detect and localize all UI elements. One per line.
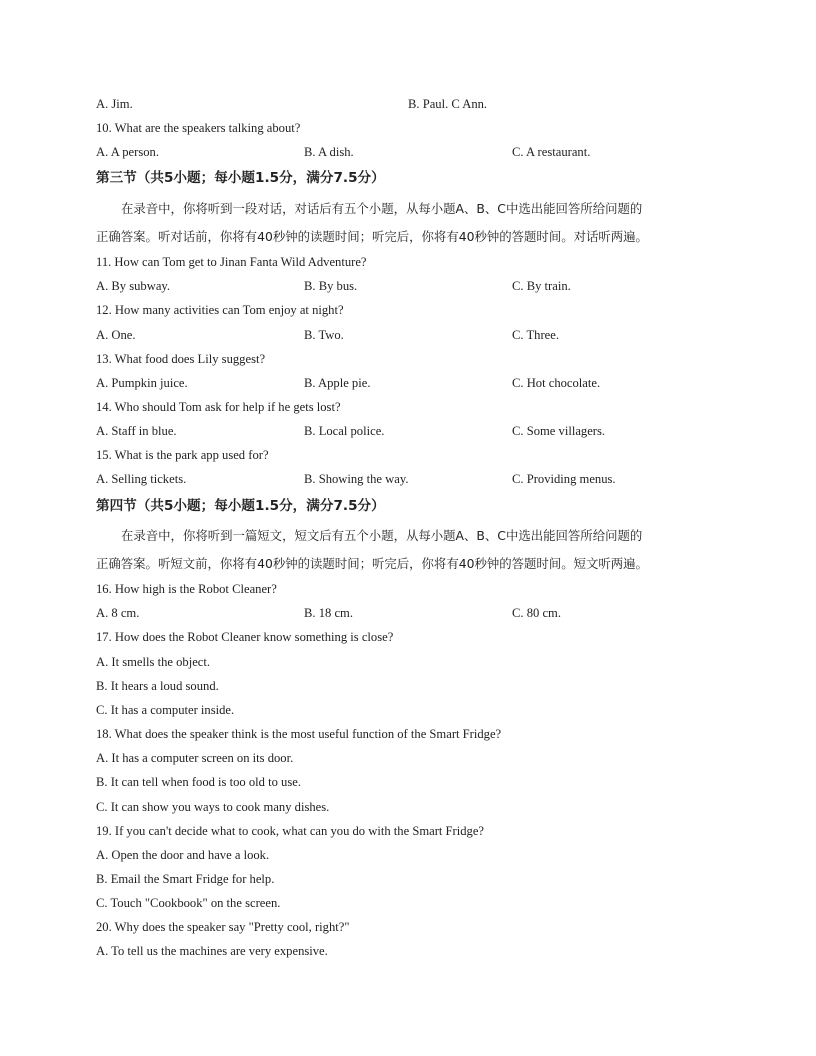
q11-option-c: C. By train. <box>512 279 571 293</box>
q17-question: 17. How does the Robot Cleaner know something is close? <box>96 630 394 644</box>
q19-question: 19. If you can't decide what to cook, what can you do with the Smart Fridge? <box>96 824 485 838</box>
q10-question: 10. What are the speakers talking about? <box>96 121 301 135</box>
q11-option-a: A. By subway. <box>96 279 171 293</box>
q17-option-b: B. It hears a loud sound. <box>96 679 219 693</box>
q15-option-a: A. Selling tickets. <box>96 472 187 486</box>
q18-option-c: C. It can show you ways to cook many dishes. <box>96 800 330 814</box>
section3-instruction-line2: 正确答案。听对话前，你将有40秒钟的读题时间；听完后，你将有40秒钟的答题时间。对话听两遍。 <box>96 229 648 244</box>
q18-question: 18. What does the speaker think is the most useful function of the Smart Fridge? <box>96 727 502 741</box>
q19-option-a: A. Open the door and have a look. <box>96 848 270 862</box>
q18-option-a: A. It has a computer screen on its door. <box>96 751 294 765</box>
q15-option-c: C. Providing menus. <box>512 472 616 486</box>
q16-question: 16. How high is the Robot Cleaner? <box>96 582 277 596</box>
q13-option-c: C. Hot chocolate. <box>512 376 601 390</box>
q15-option-b: B. Showing the way. <box>304 472 409 486</box>
q14-question: 14. Who should Tom ask for help if he gets lost? <box>96 400 341 414</box>
q14-option-c: C. Some villagers. <box>512 424 606 438</box>
q15-question: 15. What is the park app used for? <box>96 448 269 462</box>
q14-option-a: A. Staff in blue. <box>96 424 177 438</box>
q9-option-a: A. Jim. <box>96 97 133 111</box>
q11-question: 11. How can Tom get to Jinan Fanta Wild Adventure? <box>96 255 367 269</box>
q13-option-a: A. Pumpkin juice. <box>96 376 188 390</box>
q13-option-b: B. Apple pie. <box>304 376 371 390</box>
section3-instruction-line1: 在录音中，你将听到一段对话，对话后有五个小题，从每小题A、B、C中选出能回答所给问题的 <box>121 201 643 216</box>
q20-option-a: A. To tell us the machines are very expensive. <box>96 944 328 958</box>
q11-option-b: B. By bus. <box>304 279 358 293</box>
q16-option-a: A. 8 cm. <box>96 606 140 620</box>
section4-heading: 第四节（共5小题；每小题1.5分，满分7.5分） <box>96 498 385 514</box>
q10-option-a: A. A person. <box>96 145 159 159</box>
q10-option-c: C. A restaurant. <box>512 145 591 159</box>
q12-option-a: A. One. <box>96 328 136 342</box>
q14-option-b: B. Local police. <box>304 424 385 438</box>
q9-option-b: B. Paul. C Ann. <box>408 97 488 111</box>
q12-option-c: C. Three. <box>512 328 559 342</box>
q17-option-a: A. It smells the object. <box>96 655 211 669</box>
q19-option-b: B. Email the Smart Fridge for help. <box>96 872 275 886</box>
section4-instruction-line2: 正确答案。听短文前，你将有40秒钟的读题时间；听完后，你将有40秒钟的答题时间。短文听两遍。 <box>96 556 648 571</box>
q19-option-c: C. Touch "Cookbook" on the screen. <box>96 896 281 910</box>
q17-option-c: C. It has a computer inside. <box>96 703 235 717</box>
q16-option-b: B. 18 cm. <box>304 606 353 620</box>
q12-option-b: B. Two. <box>304 328 344 342</box>
section4-instruction-line1: 在录音中，你将听到一篇短文，短文后有五个小题，从每小题A、B、C中选出能回答所给问题的 <box>121 528 643 543</box>
q12-question: 12. How many activities can Tom enjoy at night? <box>96 303 344 317</box>
q16-option-c: C. 80 cm. <box>512 606 561 620</box>
q20-question: 20. Why does the speaker say "Pretty cool, right?" <box>96 920 350 934</box>
q10-option-b: B. A dish. <box>304 145 354 159</box>
q18-option-b: B. It can tell when food is too old to use. <box>96 775 301 789</box>
q13-question: 13. What food does Lily suggest? <box>96 352 266 366</box>
section3-heading: 第三节（共5小题；每小题1.5分，满分7.5分） <box>96 170 385 186</box>
